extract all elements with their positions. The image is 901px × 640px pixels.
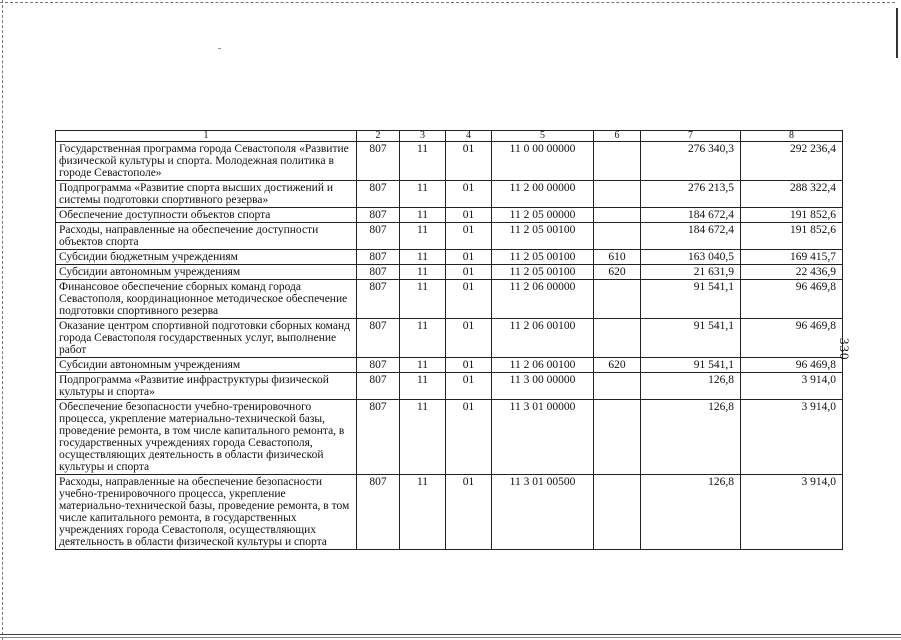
row-sum-2: 3 914,0 (741, 400, 843, 475)
row-pr: 01 (446, 250, 492, 265)
page-border-bottom-secondary (0, 637, 901, 638)
row-pr: 01 (446, 319, 492, 358)
table-row (56, 373, 843, 400)
row-sum-1: 276 340,3 (641, 142, 741, 181)
row-pr: 01 (446, 223, 492, 250)
row-csr: 11 2 06 00100 (492, 319, 594, 358)
row-ved: 807 (357, 250, 400, 265)
row-name: Обеспечение безопасности учебно-тренировочного процесса, укрепление материально-технической базы, проведение ремонта, в том числе капитального ремонта, в государственных учреждениях города Севастополя, осуществляющих деятельность в области физической культуры и спорта (56, 400, 357, 475)
row-rz: 11 (400, 142, 446, 181)
row-rz: 11 (400, 319, 446, 358)
row-vr (594, 475, 641, 550)
table-row (56, 142, 843, 181)
row-csr: 11 3 00 00000 (492, 373, 594, 400)
row-name: Расходы, направленные на обеспечение доступности объектов спорта (56, 223, 357, 250)
row-sum-1: 126,8 (641, 373, 741, 400)
row-sum-1: 126,8 (641, 475, 741, 550)
row-rz: 11 (400, 181, 446, 208)
column-number-header-row (56, 131, 843, 142)
row-rz: 11 (400, 373, 446, 400)
row-pr: 01 (446, 142, 492, 181)
row-rz: 11 (400, 265, 446, 280)
row-vr (594, 400, 641, 475)
row-sum-1: 91 541,1 (641, 358, 741, 373)
row-vr: 620 (594, 265, 641, 280)
row-vr (594, 181, 641, 208)
row-sum-1: 91 541,1 (641, 319, 741, 358)
page-border-right (896, 8, 898, 58)
row-vr (594, 319, 641, 358)
row-csr: 11 2 05 00000 (492, 208, 594, 223)
scan-speck (218, 48, 221, 49)
row-name: Субсидии автономным учреждениям (56, 358, 357, 373)
row-name: Обеспечение доступности объектов спорта (56, 208, 357, 223)
budget-table (55, 130, 843, 550)
row-csr: 11 2 00 00000 (492, 181, 594, 208)
row-vr (594, 142, 641, 181)
page-border-bottom (0, 634, 901, 635)
table-row (56, 265, 843, 280)
row-vr: 610 (594, 250, 641, 265)
row-ved: 807 (357, 208, 400, 223)
row-ved: 807 (357, 181, 400, 208)
row-name: Подпрограмма «Развитие инфраструктуры физической культуры и спорта» (56, 373, 357, 400)
row-vr: 620 (594, 358, 641, 373)
row-rz: 11 (400, 358, 446, 373)
row-sum-1: 184 672,4 (641, 208, 741, 223)
row-sum-1: 126,8 (641, 400, 741, 475)
table-row (56, 208, 843, 223)
row-ved: 807 (357, 223, 400, 250)
page-border-top (0, 2, 895, 3)
column-header-7: 7 (641, 131, 741, 142)
row-csr: 11 2 05 00100 (492, 265, 594, 280)
row-sum-1: 21 631,9 (641, 265, 741, 280)
column-header-8: 8 (741, 131, 843, 142)
row-rz: 11 (400, 223, 446, 250)
row-ved: 807 (357, 358, 400, 373)
row-ved: 807 (357, 142, 400, 181)
table-row (56, 400, 843, 475)
row-rz: 11 (400, 280, 446, 319)
row-rz: 11 (400, 250, 446, 265)
row-sum-2: 292 236,4 (741, 142, 843, 181)
column-header-5: 5 (492, 131, 594, 142)
table-row (56, 319, 843, 358)
row-sum-1: 163 040,5 (641, 250, 741, 265)
row-sum-2: 3 914,0 (741, 373, 843, 400)
row-sum-2: 3 914,0 (741, 475, 843, 550)
column-header-6: 6 (594, 131, 641, 142)
row-ved: 807 (357, 400, 400, 475)
row-pr: 01 (446, 475, 492, 550)
row-sum-2: 191 852,6 (741, 223, 843, 250)
row-sum-1: 184 672,4 (641, 223, 741, 250)
row-pr: 01 (446, 280, 492, 319)
page-number: 330 (837, 338, 852, 361)
row-vr (594, 373, 641, 400)
row-name: Государственная программа города Севастополя «Развитие физической культуры и спорта. Молодежная политика в городе Севастополе» (56, 142, 357, 181)
table-body (56, 142, 843, 550)
row-pr: 01 (446, 181, 492, 208)
row-name: Оказание центром спортивной подготовки сборных команд города Севастополя государственных услуг, выполнение работ (56, 319, 357, 358)
table-row (56, 475, 843, 550)
row-name: Субсидии бюджетным учреждениям (56, 250, 357, 265)
row-sum-2: 288 322,4 (741, 181, 843, 208)
row-csr: 11 2 05 00100 (492, 223, 594, 250)
column-header-2: 2 (357, 131, 400, 142)
row-csr: 11 3 01 00500 (492, 475, 594, 550)
row-ved: 807 (357, 475, 400, 550)
row-pr: 01 (446, 400, 492, 475)
row-vr (594, 223, 641, 250)
row-vr (594, 280, 641, 319)
row-sum-2: 96 469,8 (741, 319, 843, 358)
row-csr: 11 2 05 00100 (492, 250, 594, 265)
row-sum-1: 276 213,5 (641, 181, 741, 208)
row-name: Финансовое обеспечение сборных команд города Севастополя, координационное методическое обеспечение подготовки спортивного резерва (56, 280, 357, 319)
row-rz: 11 (400, 475, 446, 550)
row-sum-2: 22 436,9 (741, 265, 843, 280)
row-sum-1: 91 541,1 (641, 280, 741, 319)
row-ved: 807 (357, 373, 400, 400)
row-csr: 11 2 06 00000 (492, 280, 594, 319)
column-header-3: 3 (400, 131, 446, 142)
row-pr: 01 (446, 208, 492, 223)
row-pr: 01 (446, 358, 492, 373)
row-sum-2: 191 852,6 (741, 208, 843, 223)
row-ved: 807 (357, 280, 400, 319)
row-name: Расходы, направленные на обеспечение безопасности учебно-тренировочного процесса, укрепление материально-технической базы, проведение ремонта, в том числе капитального ремонта, в государственных учреждениях города Севастополя, осуществляющих деятельность в области физической культуры и спорта (56, 475, 357, 550)
table-row (56, 181, 843, 208)
row-sum-2: 96 469,8 (741, 358, 843, 373)
row-rz: 11 (400, 208, 446, 223)
table-row (56, 280, 843, 319)
row-ved: 807 (357, 319, 400, 358)
row-name: Субсидии автономным учреждениям (56, 265, 357, 280)
row-rz: 11 (400, 400, 446, 475)
row-csr: 11 2 06 00100 (492, 358, 594, 373)
column-header-4: 4 (446, 131, 492, 142)
table-row (56, 223, 843, 250)
page-border-left (2, 0, 3, 640)
row-vr (594, 208, 641, 223)
column-header-1: 1 (56, 131, 357, 142)
row-pr: 01 (446, 373, 492, 400)
row-pr: 01 (446, 265, 492, 280)
row-sum-2: 169 415,7 (741, 250, 843, 265)
row-csr: 11 0 00 00000 (492, 142, 594, 181)
table-row (56, 358, 843, 373)
row-csr: 11 3 01 00000 (492, 400, 594, 475)
row-name: Подпрограмма «Развитие спорта высших достижений и системы подготовки спортивного резерва» (56, 181, 357, 208)
table-row (56, 250, 843, 265)
row-sum-2: 96 469,8 (741, 280, 843, 319)
row-ved: 807 (357, 265, 400, 280)
